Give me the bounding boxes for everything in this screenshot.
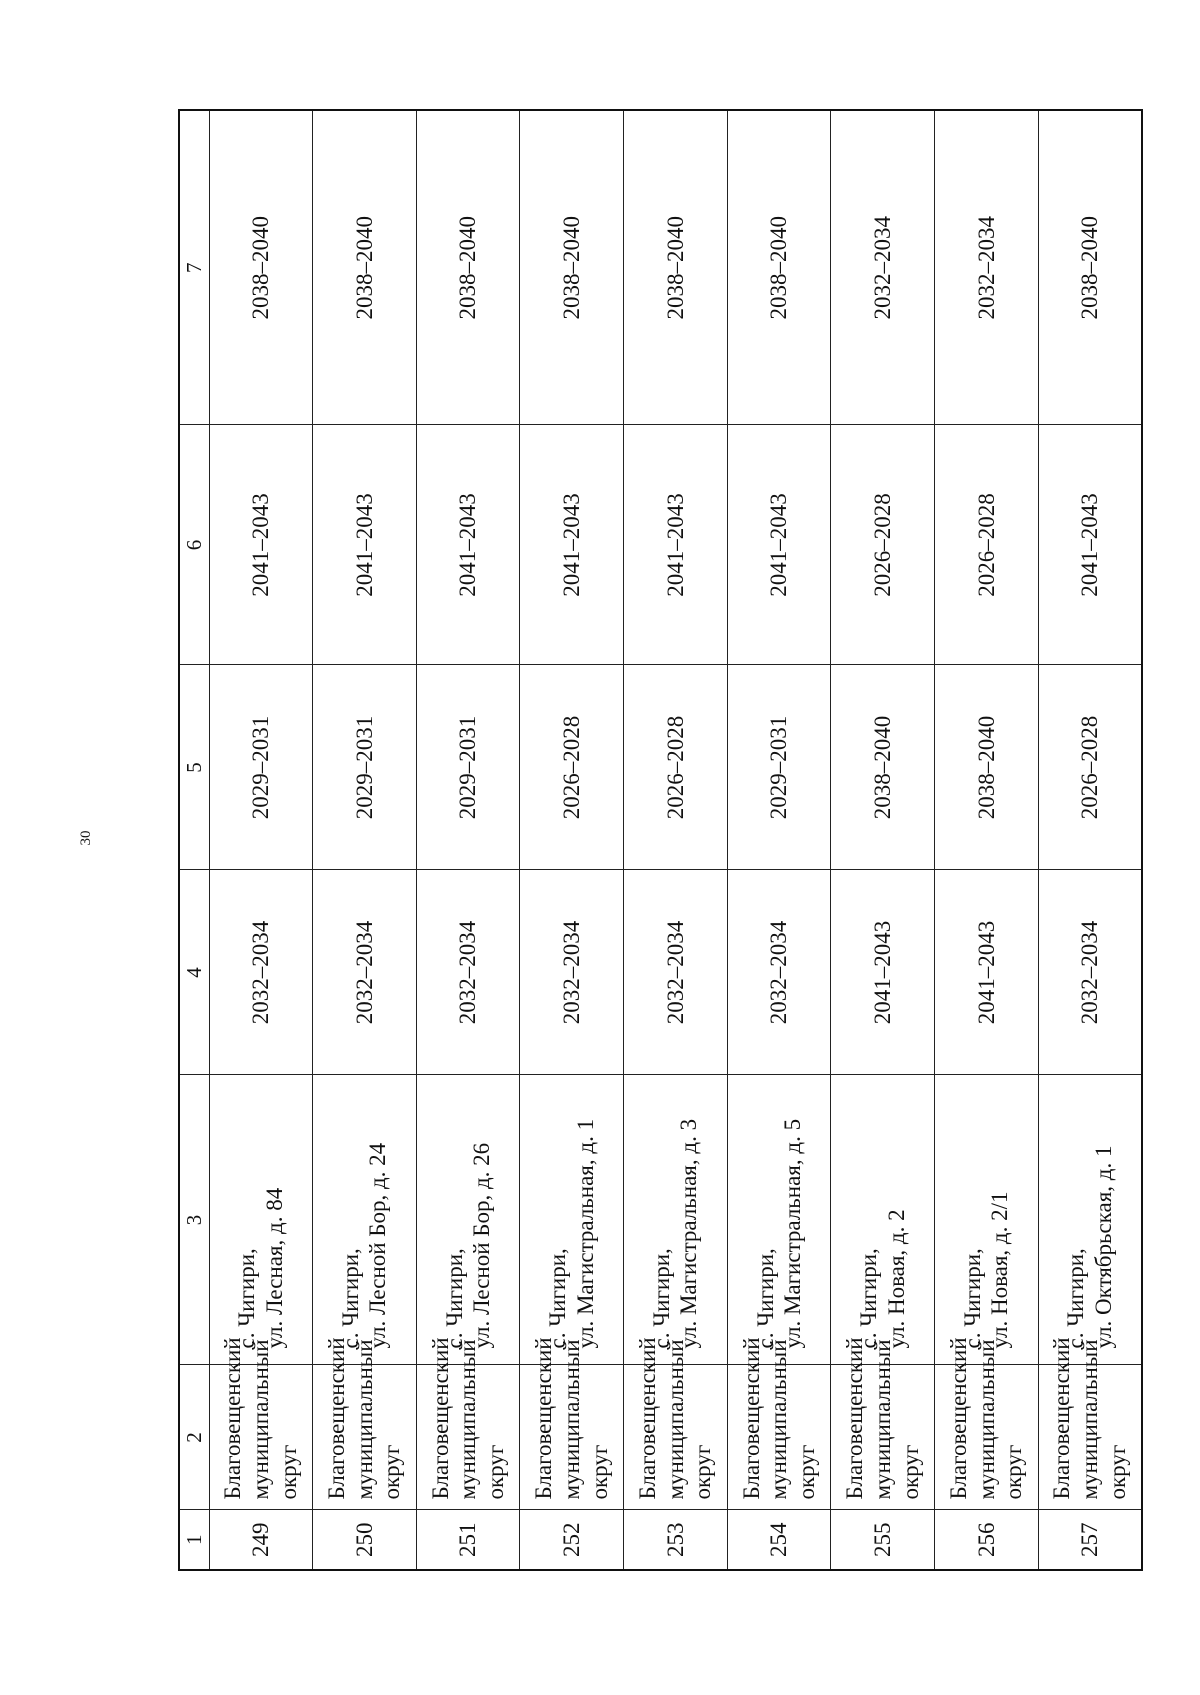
- column-header-6: 6: [179, 425, 209, 665]
- period-cell-7: 2038–2040: [209, 110, 313, 425]
- period-cell-4: 2032–2034: [209, 870, 313, 1075]
- table-row: [209, 110, 313, 1570]
- address-line: ул. Лесной Бор, д. 24: [365, 1142, 391, 1349]
- district-line: муниципальный: [1077, 1339, 1103, 1500]
- period-cell-4: 2032–2034: [520, 870, 624, 1075]
- period-cell-5: 2026–2028: [1038, 665, 1142, 870]
- address-cell: [416, 1075, 520, 1365]
- district-line: округ: [1001, 1444, 1027, 1500]
- row-number-cell: 250: [313, 1510, 417, 1570]
- district-cell: [209, 1337, 313, 1510]
- period-cell-6: 2041–2043: [313, 425, 417, 665]
- row-number-cell: 249: [209, 1510, 313, 1570]
- table-row: [1038, 110, 1142, 1570]
- address-line: ул. Магистральная, д. 1: [572, 1118, 598, 1349]
- district-cell: [416, 1337, 520, 1510]
- district-line: Благовещенский: [635, 1337, 661, 1500]
- column-header-5: 5: [179, 665, 209, 870]
- period-cell-4: 2032–2034: [313, 870, 417, 1075]
- period-cell-4: 2032–2034: [624, 870, 728, 1075]
- district-line: округ: [1104, 1444, 1130, 1500]
- address-line: с. Чигири,: [1063, 1248, 1089, 1349]
- period-cell-7: 2038–2040: [624, 110, 728, 425]
- address-line: с. Чигири,: [234, 1248, 260, 1349]
- period-cell-5: 2029–2031: [727, 665, 831, 870]
- district-cell: [831, 1337, 935, 1510]
- period-cell-6: 2041–2043: [624, 425, 728, 665]
- table-row: [727, 110, 831, 1570]
- period-cell-4: 2032–2034: [416, 870, 520, 1075]
- period-cell-7: 2038–2040: [313, 110, 417, 425]
- address-cell: [1038, 1075, 1142, 1365]
- district-line: муниципальный: [248, 1339, 274, 1500]
- table-row: [831, 110, 935, 1570]
- address-line: с. Чигири,: [959, 1248, 985, 1349]
- table-row: [624, 110, 728, 1570]
- district-line: округ: [793, 1444, 819, 1500]
- district-line: округ: [275, 1444, 301, 1500]
- column-header-4: 4: [179, 870, 209, 1075]
- district-line: Благовещенский: [1049, 1337, 1075, 1500]
- district-line: Благовещенский: [531, 1337, 557, 1500]
- row-number-cell: 253: [624, 1510, 728, 1570]
- period-cell-4: 2041–2043: [935, 870, 1039, 1075]
- period-cell-4: 2032–2034: [727, 870, 831, 1075]
- district-line: Благовещенский: [427, 1337, 453, 1500]
- address-cell: [624, 1075, 728, 1365]
- page-number: 30: [78, 830, 94, 846]
- row-number-cell: 252: [520, 1510, 624, 1570]
- row-number-cell: 254: [727, 1510, 831, 1570]
- row-number-cell: 251: [416, 1510, 520, 1570]
- period-cell-5: 2026–2028: [520, 665, 624, 870]
- address-line: ул. Новая, д. 2/1: [987, 1191, 1013, 1349]
- row-number-cell: 255: [831, 1510, 935, 1570]
- period-cell-6: 2041–2043: [416, 425, 520, 665]
- table-row: [520, 110, 624, 1570]
- district-line: муниципальный: [351, 1339, 377, 1500]
- address-line: с. Чигири,: [648, 1248, 674, 1349]
- district-line: Благовещенский: [946, 1337, 972, 1500]
- district-line: Благовещенский: [842, 1337, 868, 1500]
- column-header-7: 7: [179, 110, 209, 425]
- period-cell-5: 2038–2040: [831, 665, 935, 870]
- district-line: округ: [482, 1444, 508, 1500]
- address-line: ул. Октябрьская, д. 1: [1090, 1145, 1116, 1349]
- period-cell-6: 2026–2028: [831, 425, 935, 665]
- address-line: с. Чигири,: [337, 1248, 363, 1349]
- district-line: муниципальный: [973, 1339, 999, 1500]
- district-line: округ: [379, 1444, 405, 1500]
- row-number-cell: 257: [1038, 1510, 1142, 1570]
- period-cell-4: 2032–2034: [1038, 870, 1142, 1075]
- period-cell-7: 2038–2040: [416, 110, 520, 425]
- address-line: ул. Магистральная, д. 5: [780, 1118, 806, 1349]
- district-cell: [313, 1337, 417, 1510]
- period-cell-7: 2032–2034: [935, 110, 1039, 425]
- district-line: муниципальный: [455, 1339, 481, 1500]
- period-cell-7: 2038–2040: [727, 110, 831, 425]
- district-line: муниципальный: [869, 1339, 895, 1500]
- address-line: ул. Магистральная, д. 3: [676, 1118, 702, 1349]
- table-row: [416, 110, 520, 1570]
- district-cell: [1038, 1337, 1142, 1510]
- district-line: округ: [690, 1444, 716, 1500]
- period-cell-6: 2026–2028: [935, 425, 1039, 665]
- period-cell-7: 2032–2034: [831, 110, 935, 425]
- address-cell: [209, 1075, 313, 1365]
- period-cell-5: 2029–2031: [209, 665, 313, 870]
- address-line: ул. Лесной Бор, д. 26: [469, 1142, 495, 1349]
- address-line: с. Чигири,: [856, 1248, 882, 1349]
- district-line: округ: [897, 1444, 923, 1500]
- address-line: с. Чигири,: [545, 1248, 571, 1349]
- period-cell-5: 2029–2031: [416, 665, 520, 870]
- period-cell-7: 2038–2040: [1038, 110, 1142, 425]
- district-cell: [520, 1337, 624, 1510]
- address-line: ул. Лесная, д. 84: [261, 1187, 287, 1349]
- address-line: с. Чигири,: [441, 1248, 467, 1349]
- schedule-table-container: [178, 111, 1143, 1571]
- table-row: [313, 110, 417, 1570]
- district-line: Благовещенский: [738, 1337, 764, 1500]
- schedule-table: [178, 109, 1143, 1571]
- row-number-cell: 256: [935, 1510, 1039, 1570]
- header-row: [179, 110, 209, 1570]
- district-line: Благовещенский: [220, 1337, 246, 1500]
- district-cell: [624, 1337, 728, 1510]
- column-header-3: 3: [179, 1075, 209, 1365]
- address-line: ул. Новая, д. 2: [883, 1209, 909, 1349]
- period-cell-7: 2038–2040: [520, 110, 624, 425]
- district-line: муниципальный: [559, 1339, 584, 1500]
- period-cell-6: 2041–2043: [209, 425, 313, 665]
- table-row: [935, 110, 1039, 1570]
- district-line: муниципальный: [662, 1339, 688, 1500]
- period-cell-4: 2041–2043: [831, 870, 935, 1075]
- district-line: округ: [586, 1444, 612, 1500]
- period-cell-6: 2041–2043: [727, 425, 831, 665]
- table-body: [209, 110, 1142, 1570]
- address-line: с. Чигири,: [752, 1248, 778, 1349]
- address-cell: [520, 1075, 624, 1365]
- district-line: Благовещенский: [324, 1337, 350, 1500]
- district-line: муниципальный: [766, 1339, 792, 1500]
- address-cell: [313, 1075, 417, 1365]
- district-cell: [727, 1337, 831, 1510]
- address-cell: [727, 1075, 831, 1365]
- period-cell-6: 2041–2043: [520, 425, 624, 665]
- period-cell-5: 2038–2040: [935, 665, 1039, 870]
- column-header-2: 2: [179, 1365, 209, 1510]
- period-cell-5: 2026–2028: [624, 665, 728, 870]
- district-cell: [935, 1337, 1039, 1510]
- address-cell: [831, 1075, 935, 1365]
- period-cell-6: 2041–2043: [1038, 425, 1142, 665]
- address-cell: [935, 1075, 1039, 1365]
- column-header-1: 1: [179, 1510, 209, 1570]
- period-cell-5: 2029–2031: [313, 665, 417, 870]
